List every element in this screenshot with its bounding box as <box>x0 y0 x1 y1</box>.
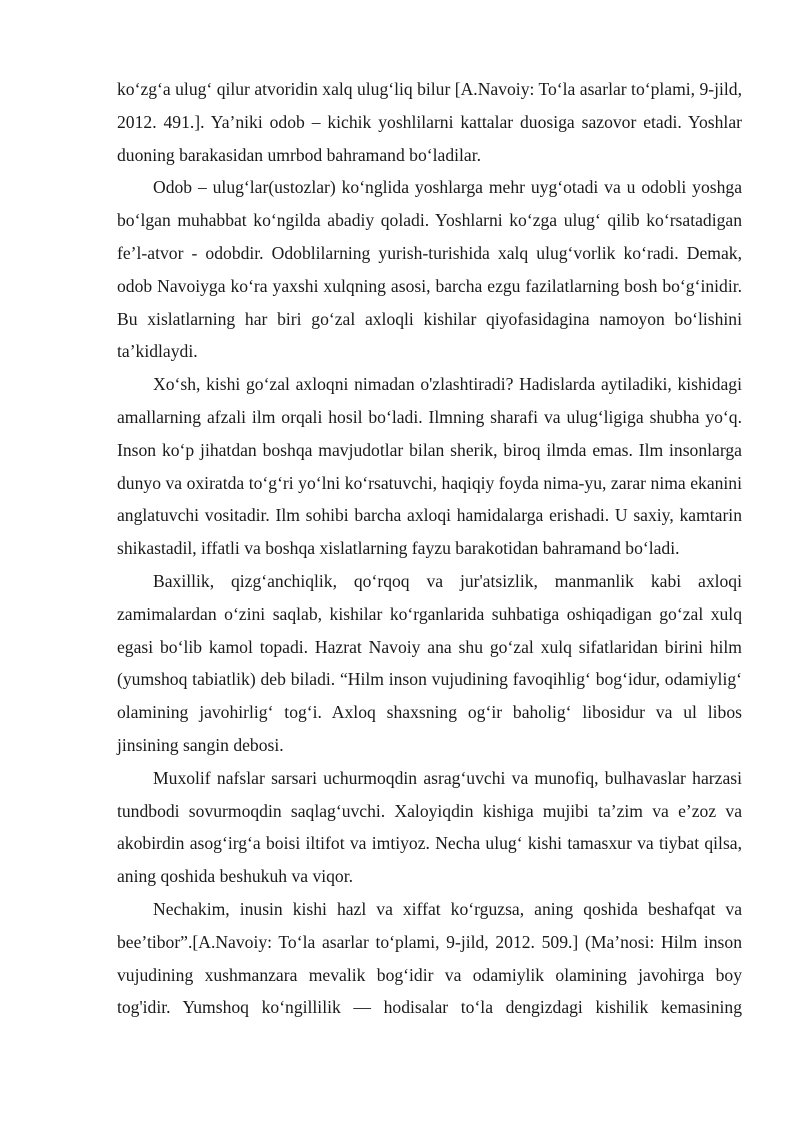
paragraph-4: Baxillik, qizg‘anchiqlik, qo‘rqoq va jur'atsizlik, manmanlik kabi axloqi zamimalardan o‘zini saqlab, kishilar ko‘rganlarida suhbatiga oshiqadigan go‘zal xulq egasi bo‘lib kamol topadi. Hazrat Navoiy ana shu go‘zal xulq sifatlaridan birini hilm (yumshoq tabiatlik) deb biladi. “Hilm inson vujudining favoqihlig‘ bog‘idur, odamiylig‘ olamining javohirlig‘ tog‘i. Axloq shaxsning og‘ir baholig‘ libosidur va ul libos jinsining sangin debosi. <box>117 570 742 755</box>
paragraph-2: Odob – ulug‘lar(ustozlar) ko‘nglida yoshlarga mehr uyg‘otadi va u odobli yoshga bo‘lgan muhabbat ko‘ngilda abadiy qoladi. Yoshlarni ko‘zga ulug‘ qilib ko‘rsatadigan fe’l-atvor - odobdir. Odoblilarning yurish-turishida xalq ulug‘vorlik ko‘radi. Demak, odob Navoiyga ko‘ra yaxshi xulqning asosi, barcha ezgu fazilatlarning bosh bo‘g‘inidir. Bu xislatlarning har biri go‘zal axloqli kishilar qiyofasidagina namoyon bo‘lishini ta’kidlaydi. <box>117 177 742 362</box>
paragraph-3: Xo‘sh, kishi go‘zal axloqni nimadan o'zlashtiradi? Hadislarda aytiladiki, kishidagi amallarning afzali ilm orqali hosil bo‘ladi. Ilmning sharafi va ulug‘ligiga shubha yo‘q. Inson ko‘p jihatdan boshqa mavjudotlar bilan sherik, biroq ilmda emas. Ilm insonlarga dunyo va oxiratda to‘g‘ri yo‘lni ko‘rsatuvchi, haqiqiy foyda nima-yu, zarar nima ekanini anglatuvchi vositadir. Ilm sohibi barcha axloqi hamidalarga erishadi. U saxiy, kamtarin shikastadil, iffatli va boshqa xislatlarning fayzu barakotidan bahramand bo‘ladi. <box>117 374 742 559</box>
paragraph-1: ko‘zg‘a ulug‘ qilur atvoridin xalq ulug‘liq bilur [A.Navoiy: To‘la asarlar to‘plami, 9-jild, 2012. 491.]. Ya’niki odob – kichik yoshlilarni kattalar duosiga sazovor etadi. Yoshlar duoning barakasidan umrbod bahramand bo‘ladilar. <box>117 79 742 165</box>
paragraph-6: Nechakim, inusin kishi hazl va xiffat ko‘rguzsa, aning qoshida beshafqat va bee’tibor”.[A.Navoiy: To‘la asarlar to‘plami, 9-jild, 2012. 509.] (Ma’nosi: Hilm inson vujudining xushmanzara mevalik bog‘idir va odamiylik olamining javohirga boy tog'idir. Yumshoq ko‘ngillilik — hodisalar to‘la dengizdagi kishilik kemasining <box>117 898 742 1018</box>
body-text <box>117 73 742 1024</box>
paragraph-5: Muxolif nafslar sarsari uchurmoqdin asrag‘uvchi va munofiq, bulhavaslar harzasi tundbodi sovurmoqdin saqlag‘uvchi. Xaloyiqdin kishiga mujibi ta’zim va e’zoz va akobirdin asog‘irg‘a boisi iltifot va imtiyoz. Necha ulug‘ kishi tamasxur va tiybat qilsa, aning qoshida beshukuh va viqor. <box>117 767 742 887</box>
